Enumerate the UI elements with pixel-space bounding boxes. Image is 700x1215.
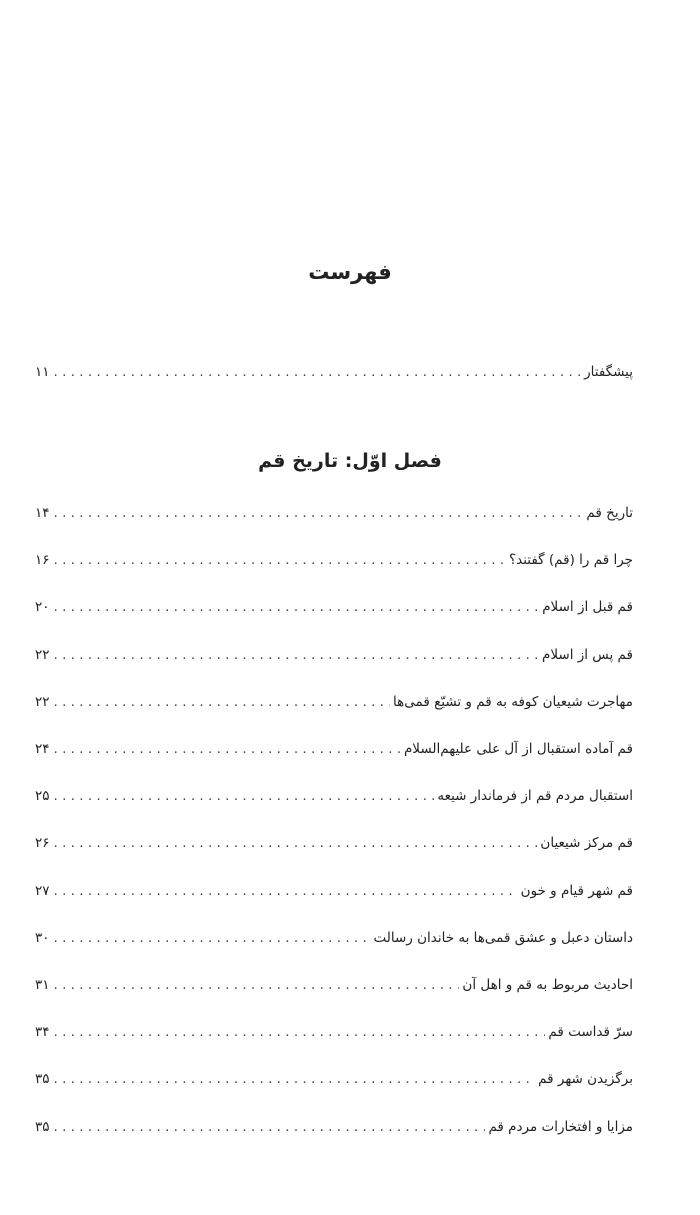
toc-entry-page: ۳۱ [35,977,50,993]
toc-entry-label: قم مرکز شیعیان [540,835,633,852]
dot-leader [54,552,506,568]
toc-entry[interactable] [35,694,633,718]
dot-leader [54,788,435,804]
toc-entry-label: مهاجرت شیعیان کوفه به قم و تشیّع قمی‌ها [393,693,633,710]
toc-entry-label: پیشگفتار [584,364,633,380]
dot-leader [54,1024,546,1040]
toc-entry[interactable] [35,977,633,1001]
toc-entry[interactable] [35,788,633,812]
page-title: فهرست [308,260,392,284]
toc-entry-label: قم شهر قیام و خون [520,882,633,899]
toc-entry-page: ۳۴ [35,1024,50,1041]
dot-leader [54,505,584,521]
toc-entry[interactable] [35,505,633,529]
toc-entry-label: سرّ قداست قم [548,1024,633,1041]
toc-entry-label: قم قبل از اسلام [542,599,633,616]
toc-entry-label: استقبال مردم قم از فرماندار شیعه [437,788,633,805]
dot-leader [54,364,582,380]
dot-leader [54,1119,486,1135]
dot-leader [54,741,401,757]
toc-entry-page: ۱۶ [35,552,50,569]
toc-entry-page: ۲۷ [35,882,50,899]
toc-entry[interactable] [35,647,633,671]
toc-entry-page: ۲۴ [35,741,50,757]
toc-entry-preface[interactable] [35,364,633,388]
toc-entry[interactable] [35,1119,633,1143]
toc-entry[interactable] [35,930,633,954]
toc-entry[interactable] [35,741,633,765]
toc-entry-label: قم پس از اسلام [541,646,633,663]
toc-entry-label: داستان دعبل و عشق قمی‌ها به خاندان رسالت [373,929,633,946]
toc-entry-page: ۲۶ [35,835,50,852]
dot-leader [54,930,371,946]
dot-leader [54,599,540,615]
toc-entry[interactable] [35,1071,633,1095]
toc-entry-page: ۲۵ [35,788,50,805]
toc-entry-page: ۳۰ [35,929,50,946]
toc-entry[interactable] [35,552,633,576]
chapter-title: فصل اوّل: تاریخ قم [258,450,442,472]
dot-leader [54,694,391,710]
toc-entry-label: تاریخ قم [586,505,633,521]
toc-entry[interactable] [35,599,633,623]
dot-leader [54,835,538,851]
toc-entry[interactable] [35,883,633,907]
toc-entry-label: مزایا و افتخارات مردم قم [488,1118,633,1135]
toc-entry-page: ۲۲ [35,646,50,663]
toc-entry-label: برگزیدن شهر قم [538,1071,633,1088]
dot-leader [54,977,460,993]
toc-entry-page: ۱۱ [35,364,50,380]
dot-leader [54,1071,536,1087]
toc-entry-label: قم آماده استقبال از آل علی علیهم‌السلام [403,741,633,757]
toc-entry-page: ۲۲ [35,693,50,710]
toc-entry-label: احادیث مربوط به قم و اهل آن [462,977,633,993]
toc-entry-label: چرا قم را (قم) گفتند؟ [508,552,633,569]
dot-leader [54,647,539,663]
toc-entry-page: ۳۵ [35,1118,50,1135]
toc-entry[interactable] [35,835,633,859]
toc-entry[interactable] [35,1024,633,1048]
dot-leader [54,883,518,899]
toc-entry-page: ۱۴ [35,505,50,521]
toc-entry-page: ۳۵ [35,1071,50,1088]
toc-entry-page: ۲۰ [35,599,50,616]
